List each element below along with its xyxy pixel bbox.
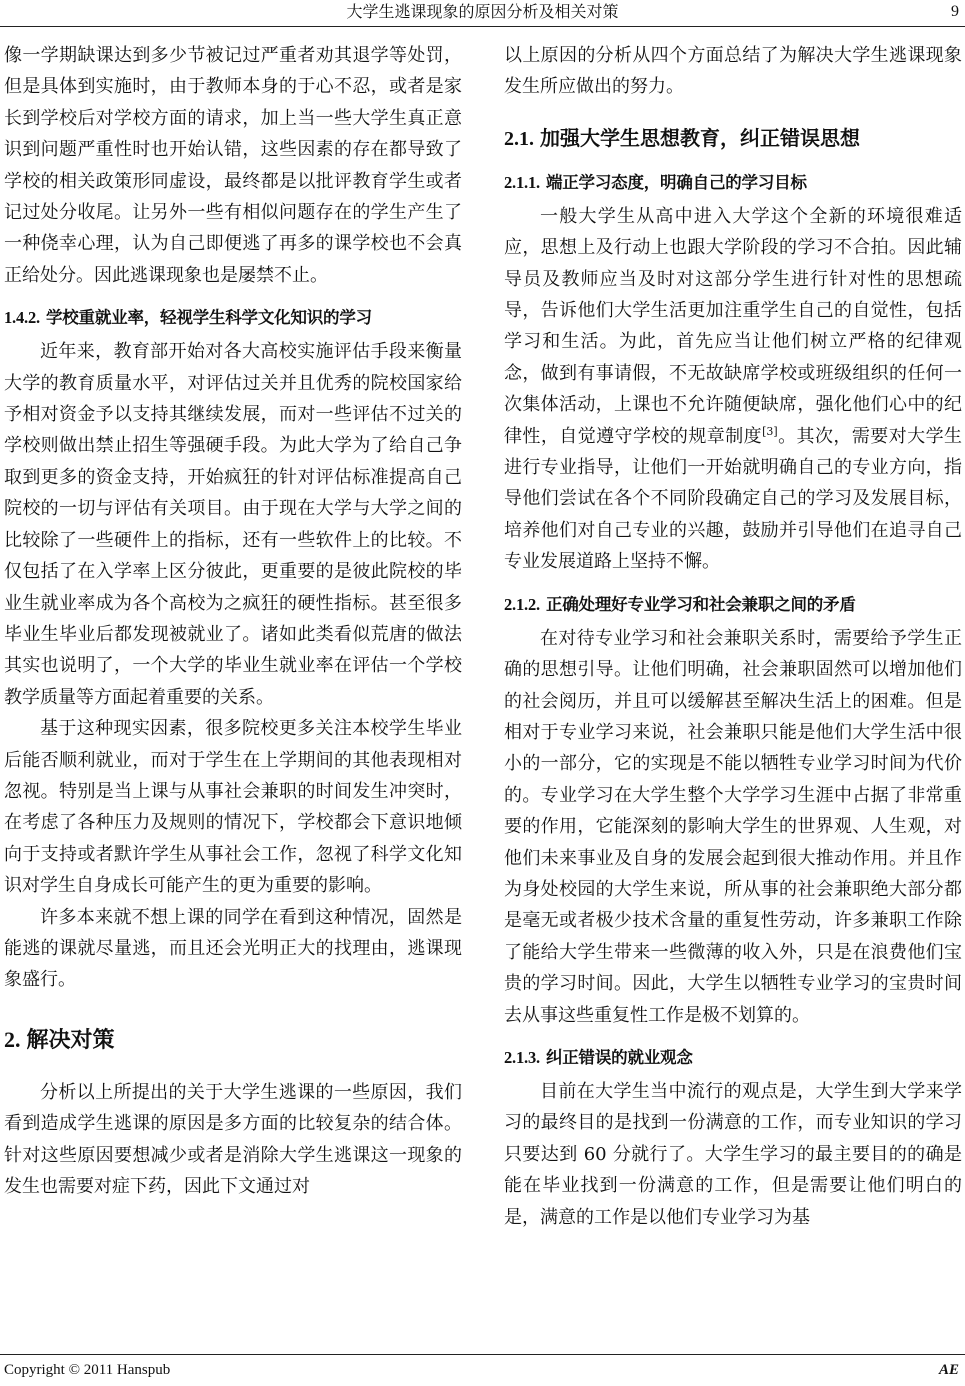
paragraph: 在对待专业学习和社会兼职关系时，需要给予学生正确的思想引导。让他们明确，社会兼职固然可以增加他们的社会阅历，并且可以缓解甚至解决生活上的困难。但是相对于专业学习来说，社会兼职只能是他们大学生活中很小的一部分，它的实现是不能以牺牲专业学习时间为代价的。专业学习在大学生整个大学学习生涯中占据了非常重要的作用，它能深刻的影响大学生的世界观、人生观，对他们未来事业及自身的发展会起到很大推动作用。并且作为身处校园的大学生来说，所从事的社会兼职绝大部分都是毫无或者极少技术含量的重复性劳动，许多兼职工作除了能给大学生带来一些微薄的收入外，只是在浪费他们宝贵的学习时间。因此，大学生以牺牲专业学习的宝贵时间去从事这些重复性工作是极不划算的。 bbox=[504, 627, 962, 1026]
section-title: 加强大学生思想教育，纠正错误思想 bbox=[540, 125, 860, 150]
section-title: 纠正错误的就业观念 bbox=[545, 1047, 693, 1067]
section-heading-2-1 bbox=[504, 121, 962, 156]
section-number: 2.1.1. bbox=[504, 172, 540, 192]
citation-ref: [3] bbox=[762, 424, 778, 438]
left-column bbox=[4, 40, 462, 1202]
running-header bbox=[0, 0, 965, 30]
paragraph-text: 一般大学生从高中进入大学这个全新的环境很难适应，思想上及行动上也跟大学阶段的学习不合拍。因此辅导员及教师应当及时对这部分学生进行针对性的思想疏导，告诉他们大学生活更加注重学生自己的自觉性，包括学习和生活。为此，首先应当让他们树立严格的纪律观念，做到有事请假，不无故缺席学校或班级组织的任何一次集体活动，上课也不允许随便缺席，强化他们心中的纪律性，自觉遵守学校的规章制度 bbox=[504, 205, 962, 447]
footer-rule bbox=[0, 1354, 965, 1355]
section-heading-2-1-1 bbox=[504, 168, 962, 198]
section-heading-1-4-2 bbox=[4, 303, 462, 333]
section-title: 学校重就业率，轻视学生科学文化知识的学习 bbox=[45, 308, 372, 328]
running-title: 大学生逃课现象的原因分析及相关对策 bbox=[346, 2, 619, 21]
section-number: 2.1.3. bbox=[504, 1047, 540, 1067]
paragraph: 许多本来就不想上课的同学在看到这种情况，固然是能逃的课就尽量逃，而且还会光明正大的找理由，逃课现象盛行。 bbox=[4, 906, 462, 991]
copyright-notice: Copyright © 2011 Hanspub bbox=[4, 1362, 171, 1378]
paragraph: 基于这种现实因素，很多院校更多关注本校学生毕业后能否顺利就业，而对于学生在上学期间的其他表现相对忽视。特别是当上课与从事社会兼职的时间发生冲突时，在考虑了各种压力及规则的情况下，学校都会下意识地倾向于支持或者默许学生从事社会工作，忽视了科学文化知识对学生自身成长可能产生的更为重要的影响。 bbox=[4, 718, 462, 897]
section-title: 正确处理好专业学习和社会兼职之间的矛盾 bbox=[545, 594, 856, 614]
journal-abbrev: AE bbox=[938, 1362, 959, 1378]
header-rule bbox=[0, 26, 965, 27]
paragraph bbox=[504, 201, 962, 578]
section-number: 2.1.2. bbox=[504, 594, 540, 614]
page-footer bbox=[0, 1354, 965, 1382]
section-title: 解决对策 bbox=[26, 1027, 115, 1053]
paragraph: 目前在大学生当中流行的观点是，大学生到大学来学习的最终目的是找到一份满意的工作，而专业知识的学习只要达到 60 分就行了。大学生学习的最主要目的的确是能在毕业找到一份满意的工作，但是需要让他们明白的是，满意的工作是以他们专业学习为基 bbox=[504, 1080, 962, 1228]
paragraph-text: 。其次，需要对大学生进行专业指导，让他们一开始就明确自己的专业方向，指导他们尝试在各个不同阶段确定自己的学习及发展目标，培养他们对自己专业的兴趣，鼓励并引导他们在追寻自己专业发展道路上坚持不懈。 bbox=[504, 425, 963, 573]
section-heading-2-1-3 bbox=[504, 1043, 962, 1073]
section-number: 1.4.2. bbox=[4, 308, 40, 328]
section-heading-2-1-2 bbox=[504, 590, 962, 620]
section-number: 2.1. bbox=[504, 127, 534, 150]
section-heading-2 bbox=[4, 1022, 462, 1059]
paragraph-continued: 以上原因的分析从四个方面总结了为解决大学生逃课现象发生所应做出的努力。 bbox=[504, 45, 962, 98]
paragraph: 分析以上所提出的关于大学生逃课的一些原因，我们看到造成学生逃课的原因是多方面的比较复杂的结合体。针对这些原因要想减少或者是消除大学生逃课这一现象的发生也需要对症下药，因此下文通过对 bbox=[4, 1081, 462, 1197]
paragraph: 近年来，教育部开始对各大高校实施评估手段来衡量大学的教育质量水平，对评估过关并且优秀的院校国家给予相对资金予以支持其继续发展，而对一些评估不过关的学校则做出禁止招生等强硬手段。为此大学为了给自己争取到更多的资金支持，开始疯狂的针对评估标准提高自己院校的一切与评估有关项目。由于现在大学与大学之间的比较除了一些硬件上的指标，还有一些软件上的比较。不仅包括了在入学率上区分彼此，更重要的是彼此院校的毕业生就业率成为各个高校为之疯狂的硬性指标。甚至很多毕业生毕业后都发现被就业了。诸如此类看似荒唐的做法其实也说明了，一个大学的毕业生就业率在评估一个学校教学质量等方面起着重要的关系。 bbox=[4, 341, 462, 708]
page-number: 9 bbox=[951, 3, 959, 20]
section-number: 2. bbox=[4, 1026, 21, 1052]
section-title: 端正学习态度，明确自己的学习目标 bbox=[545, 172, 807, 192]
paragraph-continued: 像一学期缺课达到多少节被记过严重者劝其退学等处罚，但是具体到实施时，由于教师本身的于心不忍，或者是家长到学校后对学校方面的请求，加上当一些大学生真正意识到问题严重性时也开始认错，这些因素的存在都导致了学校的相关政策形同虚设，最终都是以批评教育学生或者记过处分收尾。让另外一些有相似问题存在的学生产生了一种侥幸心理，认为自己即便逃了再多的课学校也不会真正给处分。因此逃课现象也是屡禁不止。 bbox=[4, 45, 462, 286]
right-column bbox=[504, 40, 962, 1233]
